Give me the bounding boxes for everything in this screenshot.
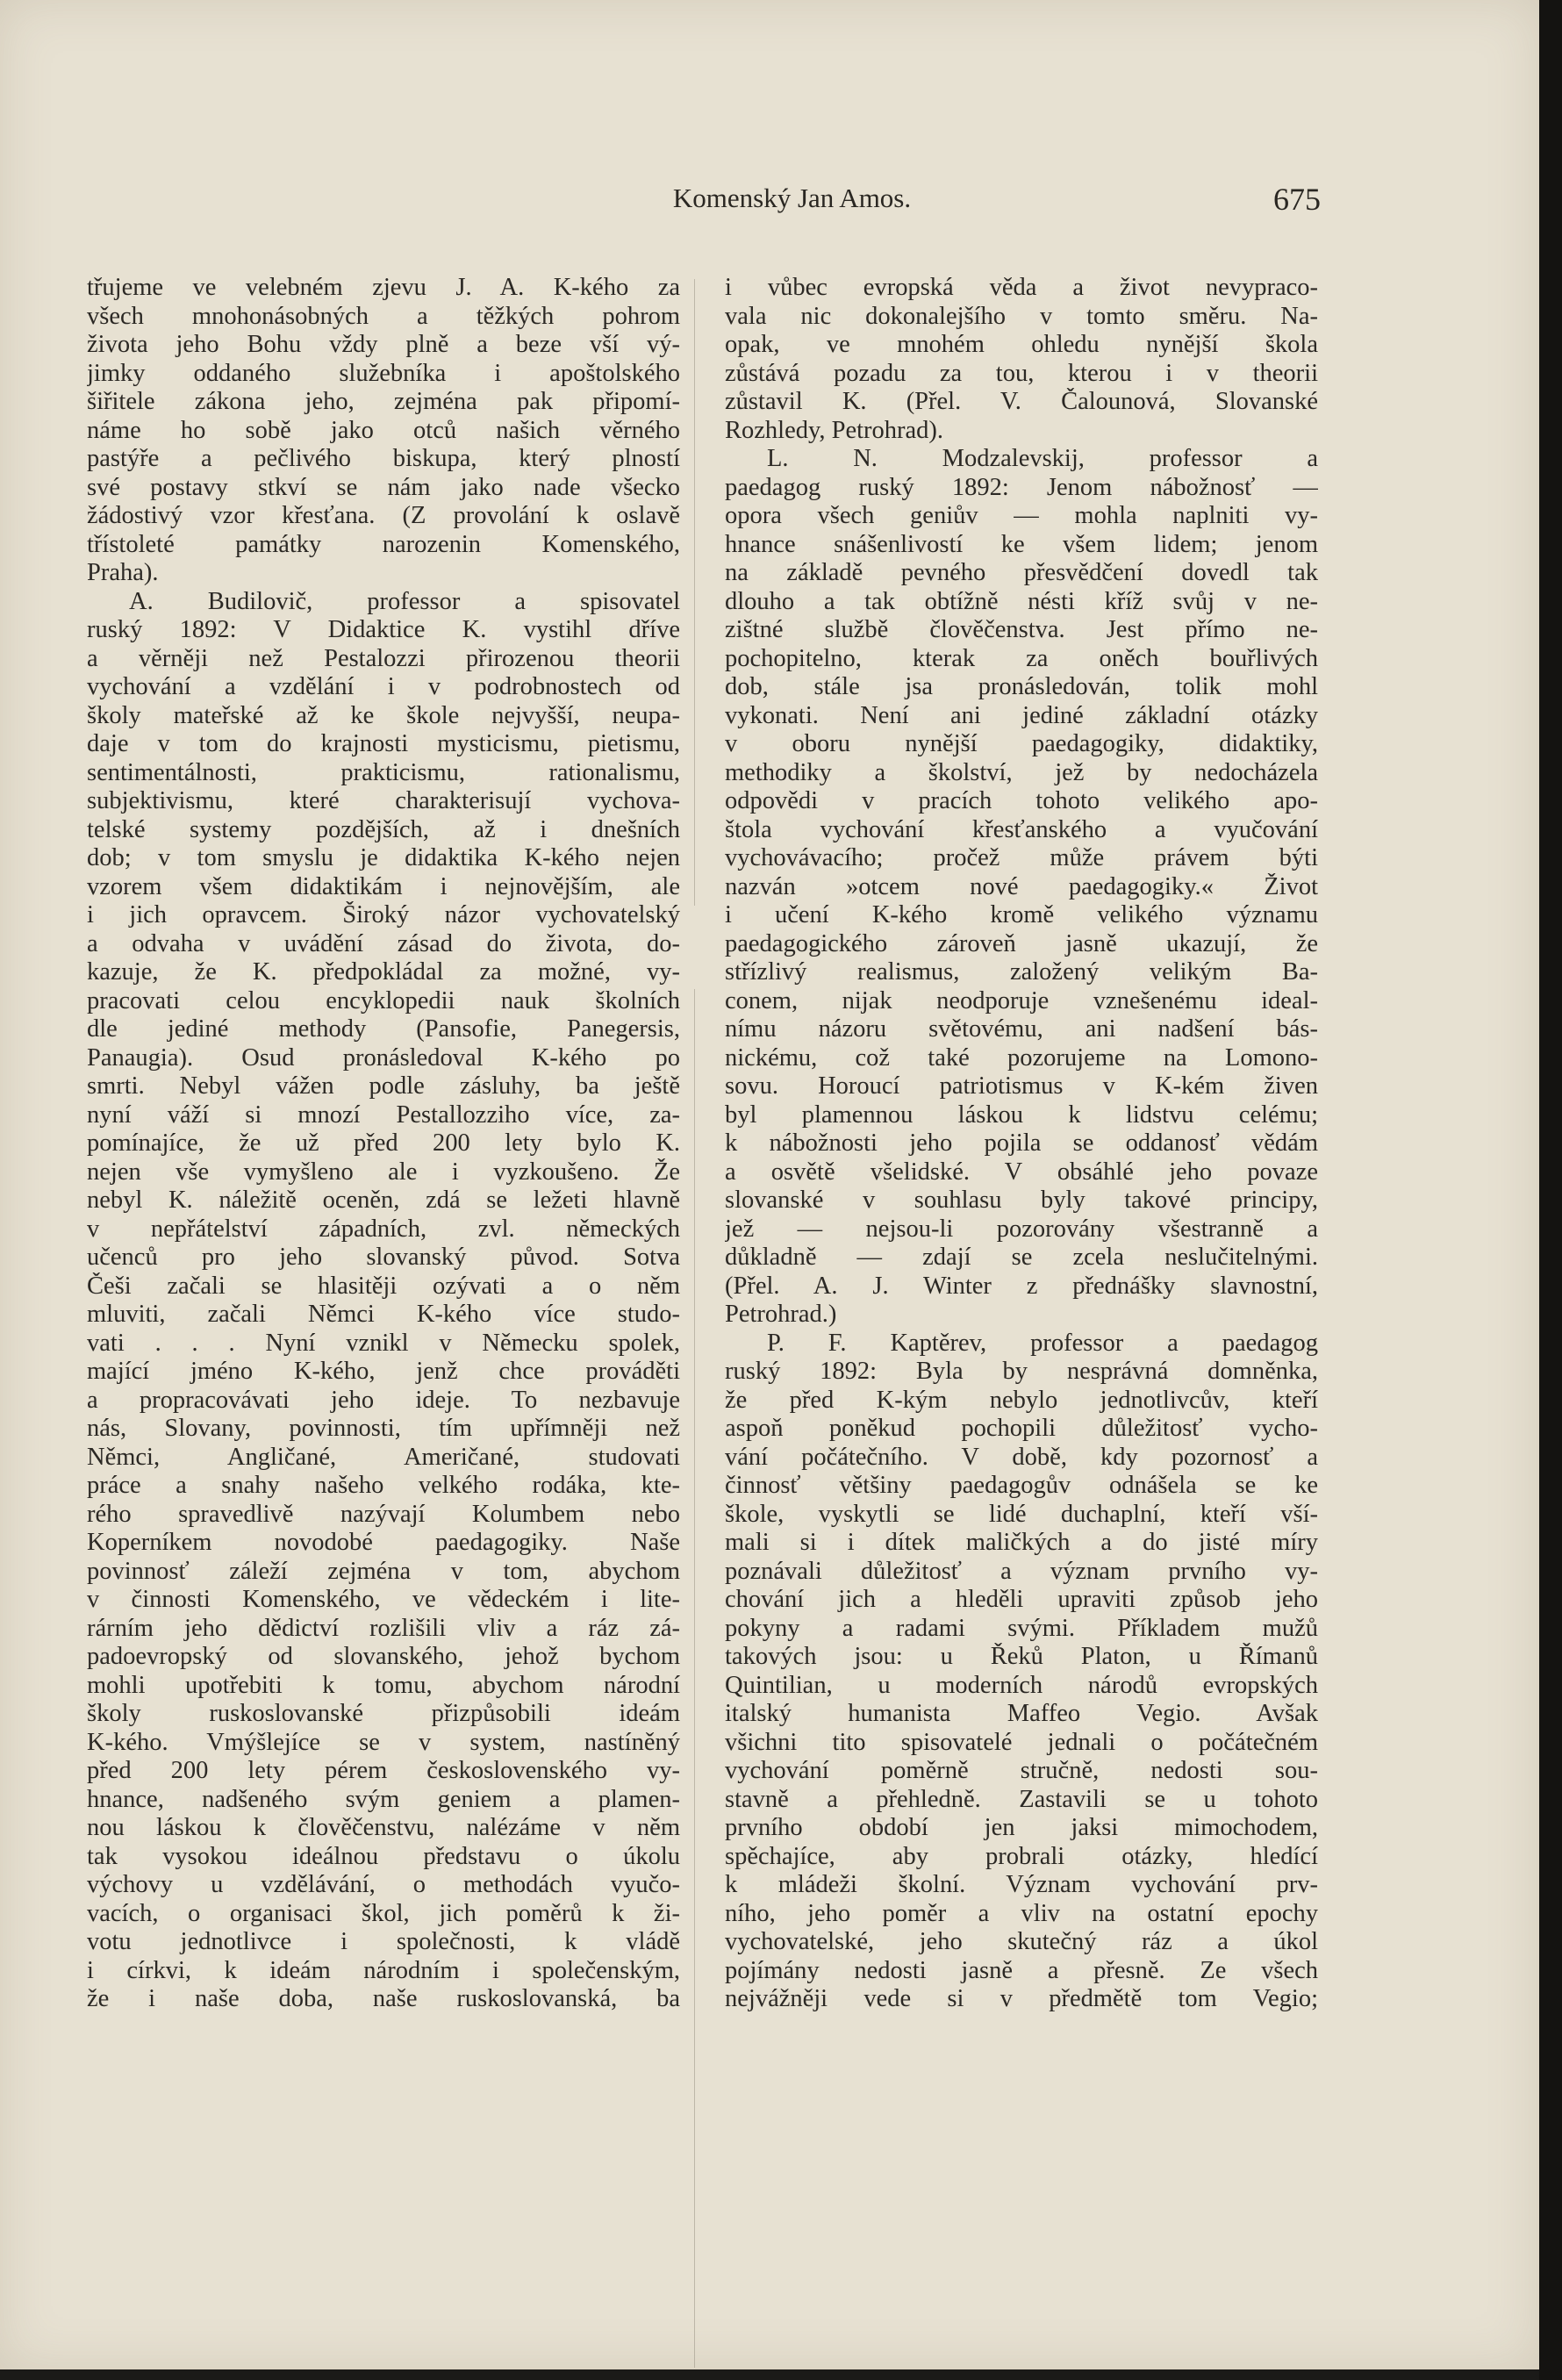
text-line: slovanské v souhlasu byly takové principy, bbox=[725, 1186, 1318, 1214]
text-line: vati . . . Nyní vznikl v Německu spolek, bbox=[87, 1329, 680, 1357]
text-line: náme ho sobě jako otců našich věrného bbox=[87, 416, 680, 444]
text-line: života jeho Bohu vždy plně a beze vší vý- bbox=[87, 331, 680, 358]
text-line: mající jméno K-kého, jenž chce prováděti bbox=[87, 1358, 680, 1385]
text-line: byl plamennou láskou k lidstvu celému; bbox=[725, 1100, 1318, 1129]
text-line: poznávali důležitosť a význam prvního vy- bbox=[725, 1557, 1318, 1585]
text-line: takových jsou: u Řeků Platon, u Římanů bbox=[725, 1643, 1318, 1670]
text-line: opora všech geniův — mohla naplniti vy- bbox=[725, 502, 1318, 529]
text-line: dob; v tom smyslu je didaktika K-kého nejen bbox=[87, 844, 680, 871]
text-line: v nepřátelství západních, zvl. německých bbox=[87, 1215, 680, 1243]
text-line: Češi začali se hlasitěji ozývati a o něm bbox=[87, 1272, 680, 1300]
text-line: třujeme ve velebném zjevu J. A. K-kého za bbox=[87, 274, 680, 301]
text-line: všech mnohonásobných a těžkých pohrom bbox=[87, 302, 680, 330]
text-line: pojímány nedosti jasně a přesně. Ze všech bbox=[725, 1956, 1318, 1984]
text-line: vykonati. Není ani jediné základní otázky bbox=[725, 701, 1318, 729]
text-line: Praha). bbox=[87, 559, 159, 586]
text-line: Quintilian, u moderních národů evropských bbox=[725, 1671, 1318, 1699]
text-line: mali si i dítek maličkých a do jisté míry bbox=[725, 1529, 1318, 1556]
text-line: ruský 1892: V Didaktice K. vystihl dříve bbox=[87, 616, 680, 643]
text-line: votu jednotlivce i společnosti, k vládě bbox=[87, 1928, 680, 1955]
text-line: zištné službě člověčenstva. Jest přímo ne- bbox=[725, 616, 1318, 643]
page-number: 675 bbox=[1273, 182, 1321, 217]
text-line: vychování poměrně stručně, nedosti sou- bbox=[725, 1757, 1318, 1784]
running-title: Komenský Jan Amos. bbox=[672, 183, 912, 213]
left-text-column bbox=[87, 274, 680, 2014]
text-line: Rozhledy, Petrohrad). bbox=[725, 416, 944, 444]
text-line: odpovědi v pracích tohoto velikého apo- bbox=[725, 787, 1318, 814]
text-line: prvního období jen jaksi mimochodem, bbox=[725, 1814, 1318, 1841]
text-line: povinnosť záleží zejména v tom, abychom bbox=[87, 1557, 680, 1585]
text-line: školy mateřské až ke škole nejvyšší, neupa- bbox=[87, 701, 680, 729]
page-header bbox=[263, 183, 1321, 221]
text-line: vala nic dokonalejšího v tomto směru. Na- bbox=[725, 302, 1318, 330]
text-line: vání počátečního. V době, kdy pozornosť a bbox=[725, 1443, 1318, 1471]
text-line: mluviti, začali Němci K-kého více studo- bbox=[87, 1301, 680, 1328]
text-line: a osvětě všelidské. V obsáhlé jeho povaze bbox=[725, 1158, 1318, 1186]
text-line: methodiky a školství, jež by nedocházela bbox=[725, 758, 1318, 786]
text-line: ního, jeho poměr a vliv na ostatní epochy bbox=[725, 1899, 1318, 1927]
text-line: Petrohrad.) bbox=[725, 1301, 837, 1328]
text-line: pokyny a radami svými. Příkladem mužů bbox=[725, 1614, 1318, 1642]
text-line: spěchajíce, aby probrali otázky, hledící bbox=[725, 1842, 1318, 1870]
text-line: školy ruskoslovanské přizpůsobili ideám bbox=[87, 1700, 680, 1727]
text-line: sentimentálnosti, prakticismu, rationalismu, bbox=[87, 758, 680, 786]
text-line: důkladně — zdají se zcela neslučitelnými. bbox=[725, 1244, 1318, 1271]
text-line: vychovávacího; pročež může právem býti bbox=[725, 844, 1318, 871]
text-line: aspoň poněkud pochopili důležitosť vycho- bbox=[725, 1415, 1318, 1442]
text-line: nás, Slovany, povinnosti, tím upřímněji než bbox=[87, 1415, 680, 1442]
text-line: dob, stále jsa pronásledován, tolik mohl bbox=[725, 673, 1318, 700]
text-line: padoevropský od slovanského, jehož bychom bbox=[87, 1643, 680, 1670]
text-line: nyní váží si mnozí Pestallozziho více, za- bbox=[87, 1100, 680, 1129]
text-line: jež — nejsou-li pozorovány všestranně a bbox=[725, 1215, 1318, 1243]
right-text-column bbox=[725, 274, 1318, 2014]
text-line: rého spravedlivě nazývají Kolumbem nebo bbox=[87, 1500, 680, 1528]
text-line: v činnosti Komenského, ve vědeckém i lite- bbox=[87, 1586, 680, 1613]
text-line: subjektivismu, které charakterisují vychova- bbox=[87, 787, 680, 814]
text-line: hnance, nadšeného svým geniem a plamen- bbox=[87, 1785, 680, 1813]
text-line: před 200 lety pérem československého vy- bbox=[87, 1757, 680, 1784]
text-line: jimky oddaného služebníka i apoštolského bbox=[87, 359, 680, 387]
text-line: na základě pevného přesvědčení dovedl tak bbox=[725, 559, 1318, 586]
text-line: chování jich a hleděli upraviti způsob jeho bbox=[725, 1586, 1318, 1613]
text-line: práce a snahy našeho velkého rodáka, kte- bbox=[87, 1472, 680, 1499]
text-line: vzorem všem didaktikám i nejnovějším, ale bbox=[87, 872, 680, 900]
text-line: sovu. Horoucí patriotismus v K-kém živen bbox=[725, 1072, 1318, 1100]
text-line: rárním jeho dědictví rozlišili vliv a ráz zá- bbox=[87, 1614, 680, 1642]
text-line: A. Budilovič, professor a spisovatel bbox=[129, 587, 680, 615]
text-line: i vůbec evropská věda a život nevypraco- bbox=[725, 274, 1318, 301]
text-line: zůstává pozadu za tou, kterou i v theorii bbox=[725, 359, 1318, 387]
text-line: daje v tom do krajnosti mysticismu, pietismu, bbox=[87, 730, 680, 757]
text-line: Panaugia). Osud pronásledoval K-kého po bbox=[87, 1043, 680, 1072]
text-line: a věrněji než Pestalozzi přirozenou theorii bbox=[87, 644, 680, 672]
text-line: opak, ve mnohém ohledu nynější škola bbox=[725, 331, 1318, 358]
text-line: činnosť většiny paedagogův odnášela se ke bbox=[725, 1472, 1318, 1499]
text-line: žádostivý vzor křesťana. (Z provolání k oslavě bbox=[87, 502, 680, 529]
text-line: L. N. Modzalevskij, professor a bbox=[767, 445, 1318, 472]
text-line: hnance snášenlivostí ke všem lidem; jenom bbox=[725, 530, 1318, 558]
text-line: v oboru nynější paedagogiky, didaktiky, bbox=[725, 730, 1318, 757]
text-line: ruský 1892: Byla by nesprávná domněnka, bbox=[725, 1358, 1318, 1385]
text-line: i jich opravcem. Široký názor vychovatelský bbox=[87, 901, 680, 928]
text-line: šiřitele zákona jeho, zejména pak připomí- bbox=[87, 388, 680, 415]
text-line: italský humanista Maffeo Vegio. Avšak bbox=[725, 1700, 1318, 1727]
text-line: i učení K-kého kromě velikého významu bbox=[725, 901, 1318, 928]
text-line: nebyl K. náležitě oceněn, zdá se ležeti hlavně bbox=[87, 1186, 680, 1214]
text-line: a propracovávati jeho ideje. To nezbavuje bbox=[87, 1386, 680, 1414]
text-line: pomínajíce, že už před 200 lety bylo K. bbox=[87, 1129, 680, 1157]
text-line: škole, vyskytli se lidé duchaplní, kteří vší- bbox=[725, 1500, 1318, 1528]
text-line: Koperníkem novodobé paedagogiky. Naše bbox=[87, 1529, 680, 1556]
text-line: conem, nijak neodporuje vznešenému ideal- bbox=[725, 986, 1318, 1014]
text-line: paedagogického zároveň jasně ukazují, že bbox=[725, 929, 1318, 957]
text-line: nickému, což také pozorujeme na Lomono- bbox=[725, 1043, 1318, 1072]
text-line: dlouho a tak obtížně nésti kříž svůj v ne- bbox=[725, 587, 1318, 615]
text-line: telské systemy pozdějších, až i dnešních bbox=[87, 815, 680, 843]
text-line: vacích, o organisaci škol, jich poměrů k ži- bbox=[87, 1899, 680, 1927]
text-line: střízlivý realismus, založený velikým Ba- bbox=[725, 958, 1318, 986]
text-line: vychování a vzdělání i v podrobnostech od bbox=[87, 673, 680, 700]
text-line: a odvaha v uvádění zásad do života, do- bbox=[87, 929, 680, 957]
text-line: nímu názoru světovému, ani nadšení bás- bbox=[725, 1015, 1318, 1043]
text-line: K-kého. Vmýšlejíce se v system, nastíněný bbox=[87, 1728, 680, 1756]
text-line: že před K-kým nebylo jednotlivcův, kteří bbox=[725, 1386, 1318, 1414]
text-line: stavně a přehledně. Zastavili se u tohoto bbox=[725, 1785, 1318, 1813]
text-line: nazván »otcem nové paedagogiky.« Život bbox=[725, 872, 1318, 900]
column-divider bbox=[694, 279, 695, 2368]
text-line: (Přel. A. J. Winter z přednášky slavnostní, bbox=[725, 1272, 1318, 1300]
text-line: dle jediné methody (Pansofie, Panegersis, bbox=[87, 1015, 680, 1043]
text-line: učenců pro jeho slovanský původ. Sotva bbox=[87, 1244, 680, 1271]
text-line: štola vychování křesťanského a vyučování bbox=[725, 815, 1318, 843]
text-line: pastýře a pečlivého biskupa, který plností bbox=[87, 445, 680, 472]
text-line: P. F. Kaptěrev, professor a paedagog bbox=[767, 1329, 1318, 1357]
text-line: všichni tito spisovatelé jednali o počátečném bbox=[725, 1728, 1318, 1756]
text-line: třístoleté památky narozenin Komenského, bbox=[87, 530, 680, 558]
text-line: nou láskou k člověčenstvu, nalézáme v něm bbox=[87, 1814, 680, 1841]
text-line: pochopitelno, kterak za oněch bouřlivých bbox=[725, 644, 1318, 672]
text-line: smrti. Nebyl vážen podle zásluhy, ba ještě bbox=[87, 1072, 680, 1100]
text-line: pracovati celou encyklopedii nauk školních bbox=[87, 986, 680, 1014]
text-line: paedagog ruský 1892: Jenom nábožnosť — bbox=[725, 473, 1318, 501]
text-line: výchovy u vzdělávání, o methodách vyučo- bbox=[87, 1871, 680, 1898]
text-line: i církvi, k ideám národním i společenským, bbox=[87, 1956, 680, 1984]
text-line: své postavy stkví se nám jako nade všecko bbox=[87, 473, 680, 501]
text-line: nejvážněji vede si v předmětě tom Vegio; bbox=[725, 1985, 1318, 2012]
text-line: nejen vše vymyšleno ale i vyzkoušeno. Že bbox=[87, 1158, 680, 1186]
text-line: Němci, Angličané, Američané, studovati bbox=[87, 1443, 680, 1471]
page-edge-shadow bbox=[1539, 0, 1562, 2380]
text-line: zůstavil K. (Přel. V. Čalounová, Slovanské bbox=[725, 388, 1318, 415]
text-line: mohli upotřebiti k tomu, abychom národní bbox=[87, 1671, 680, 1699]
text-line: tak vysokou ideálnou představu o úkolu bbox=[87, 1842, 680, 1870]
text-line: že i naše doba, naše ruskoslovanská, ba bbox=[87, 1985, 680, 2012]
text-line: vychovatelské, jeho skutečný ráz a úkol bbox=[725, 1928, 1318, 1955]
text-line: kazuje, že K. předpokládal za možné, vy- bbox=[87, 958, 680, 986]
text-line: k nábožnosti jeho pojila se oddanosť vědám bbox=[725, 1129, 1318, 1157]
text-line: k mládeži školní. Význam vychování prv- bbox=[725, 1871, 1318, 1898]
